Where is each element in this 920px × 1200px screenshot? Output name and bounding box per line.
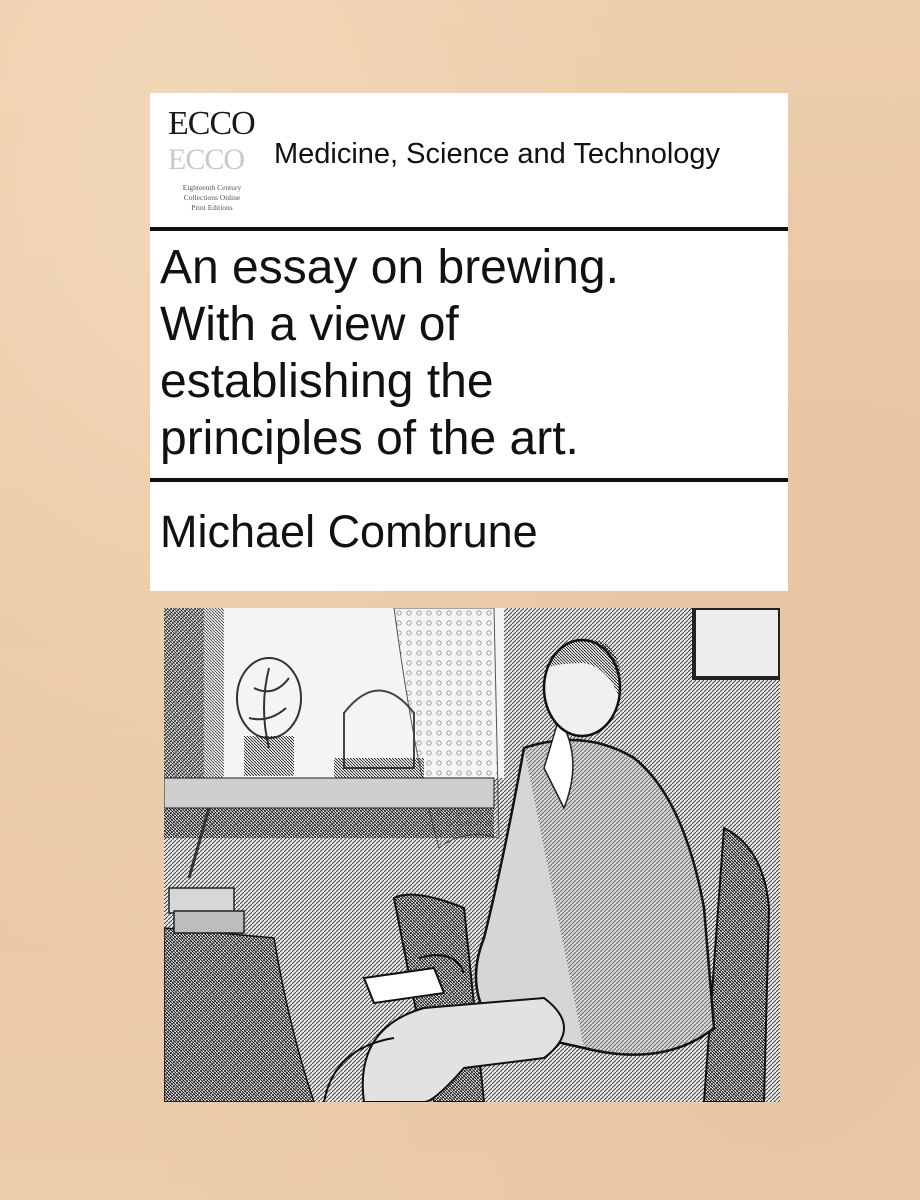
logo-caption-line-3: Print Editions xyxy=(191,203,233,212)
title-line: principles of the art. xyxy=(160,412,579,465)
engraving-image xyxy=(164,608,780,1102)
title-line: establishing the xyxy=(160,355,494,408)
ecco-logo xyxy=(164,105,264,215)
logo-wordmark: ECCO xyxy=(168,105,255,142)
book-title xyxy=(160,239,780,467)
logo-caption-line-2: Collections Online xyxy=(183,193,241,202)
title-line: An essay on brewing. xyxy=(160,241,619,294)
logo-caption-line-1: Eighteenth Century xyxy=(182,183,242,192)
title-line: With a view of xyxy=(160,298,459,351)
cover-label xyxy=(150,93,788,591)
top-divider xyxy=(150,227,788,231)
series-band xyxy=(150,93,788,227)
middle-divider xyxy=(150,478,788,482)
series-title: Medicine, Science and Technology xyxy=(274,138,721,170)
engraving-seated-man-icon xyxy=(164,608,780,1102)
book-author: Michael Combrune xyxy=(160,506,538,557)
logo-wordmark-reflection: ECCO xyxy=(168,143,245,176)
